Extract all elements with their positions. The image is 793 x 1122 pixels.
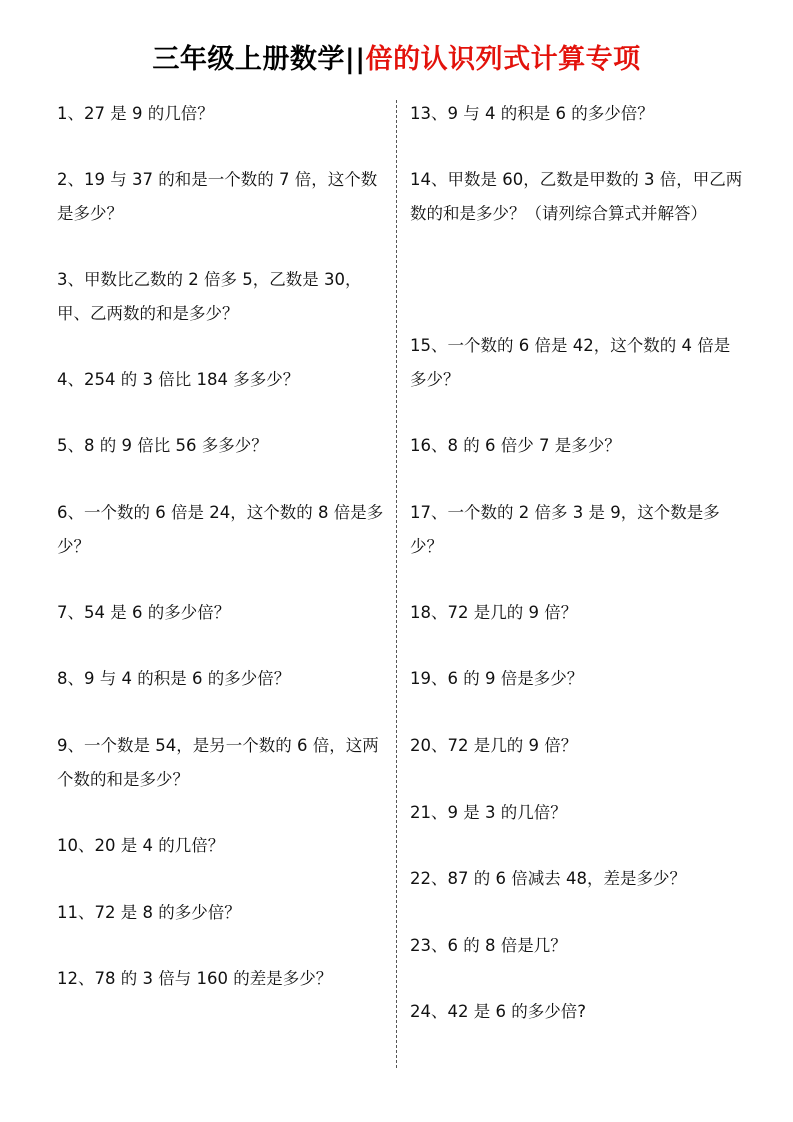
question: 5、8 的 9 倍比 56 多多少？ [57,436,268,455]
question: 17、一个数的 2 倍多 3 是 9，这个数是多少？ [410,503,720,556]
question: 2、19 与 37 的和是一个数的 7 倍，这个数是多少？ [57,170,378,223]
question: 4、254 的 3 倍比 184 多多少？ [57,370,300,389]
page-title [0,40,793,80]
question: 7、54 是 6 的多少倍？ [57,603,231,622]
question: 12、78 的 3 倍与 160 的差是多少？ [57,969,333,988]
column-divider [396,100,397,1068]
question: 18、72 是几的 9 倍？ [410,603,578,622]
question: 16、8 的 6 倍少 7 是多少？ [410,436,621,455]
question: 22、87 的 6 倍减去 48，差是多少？ [410,869,686,888]
question: 24、42 是 6 的多少倍? [410,1002,586,1021]
question: 20、72 是几的 9 倍？ [410,736,578,755]
question: 21、9 是 3 的几倍？ [410,803,567,822]
question: 14、甲数是 60，乙数是甲数的 3 倍，甲乙两数的和是多少？（请列综合算式并解答） [410,170,743,223]
question: 15、一个数的 6 倍是 42，这个数的 4 倍是多少？ [410,336,731,389]
question: 23、6 的 8 倍是几？ [410,936,567,955]
question: 10、20 是 4 的几倍？ [57,836,225,855]
question: 13、9 与 4 的积是 6 的多少倍？ [410,104,654,123]
question: 6、一个数的 6 倍是 24，这个数的 8 倍是多少？ [57,503,384,556]
question: 3、甲数比乙数的 2 倍多 5，乙数是 30，甲、乙两数的和是多少？ [57,270,362,323]
question: 1、27 是 9 的几倍？ [57,104,214,123]
title-grade: 三年级上册数学|| [152,44,366,75]
question: 9、一个数是 54，是另一个数的 6 倍，这两个数的和是多少？ [57,736,379,789]
title-topic: 倍的认识列式计算专项 [365,44,641,75]
question: 11、72 是 8 的多少倍？ [57,903,241,922]
question: 8、9 与 4 的积是 6 的多少倍？ [57,669,291,688]
question: 19、6 的 9 倍是多少？ [410,669,584,688]
